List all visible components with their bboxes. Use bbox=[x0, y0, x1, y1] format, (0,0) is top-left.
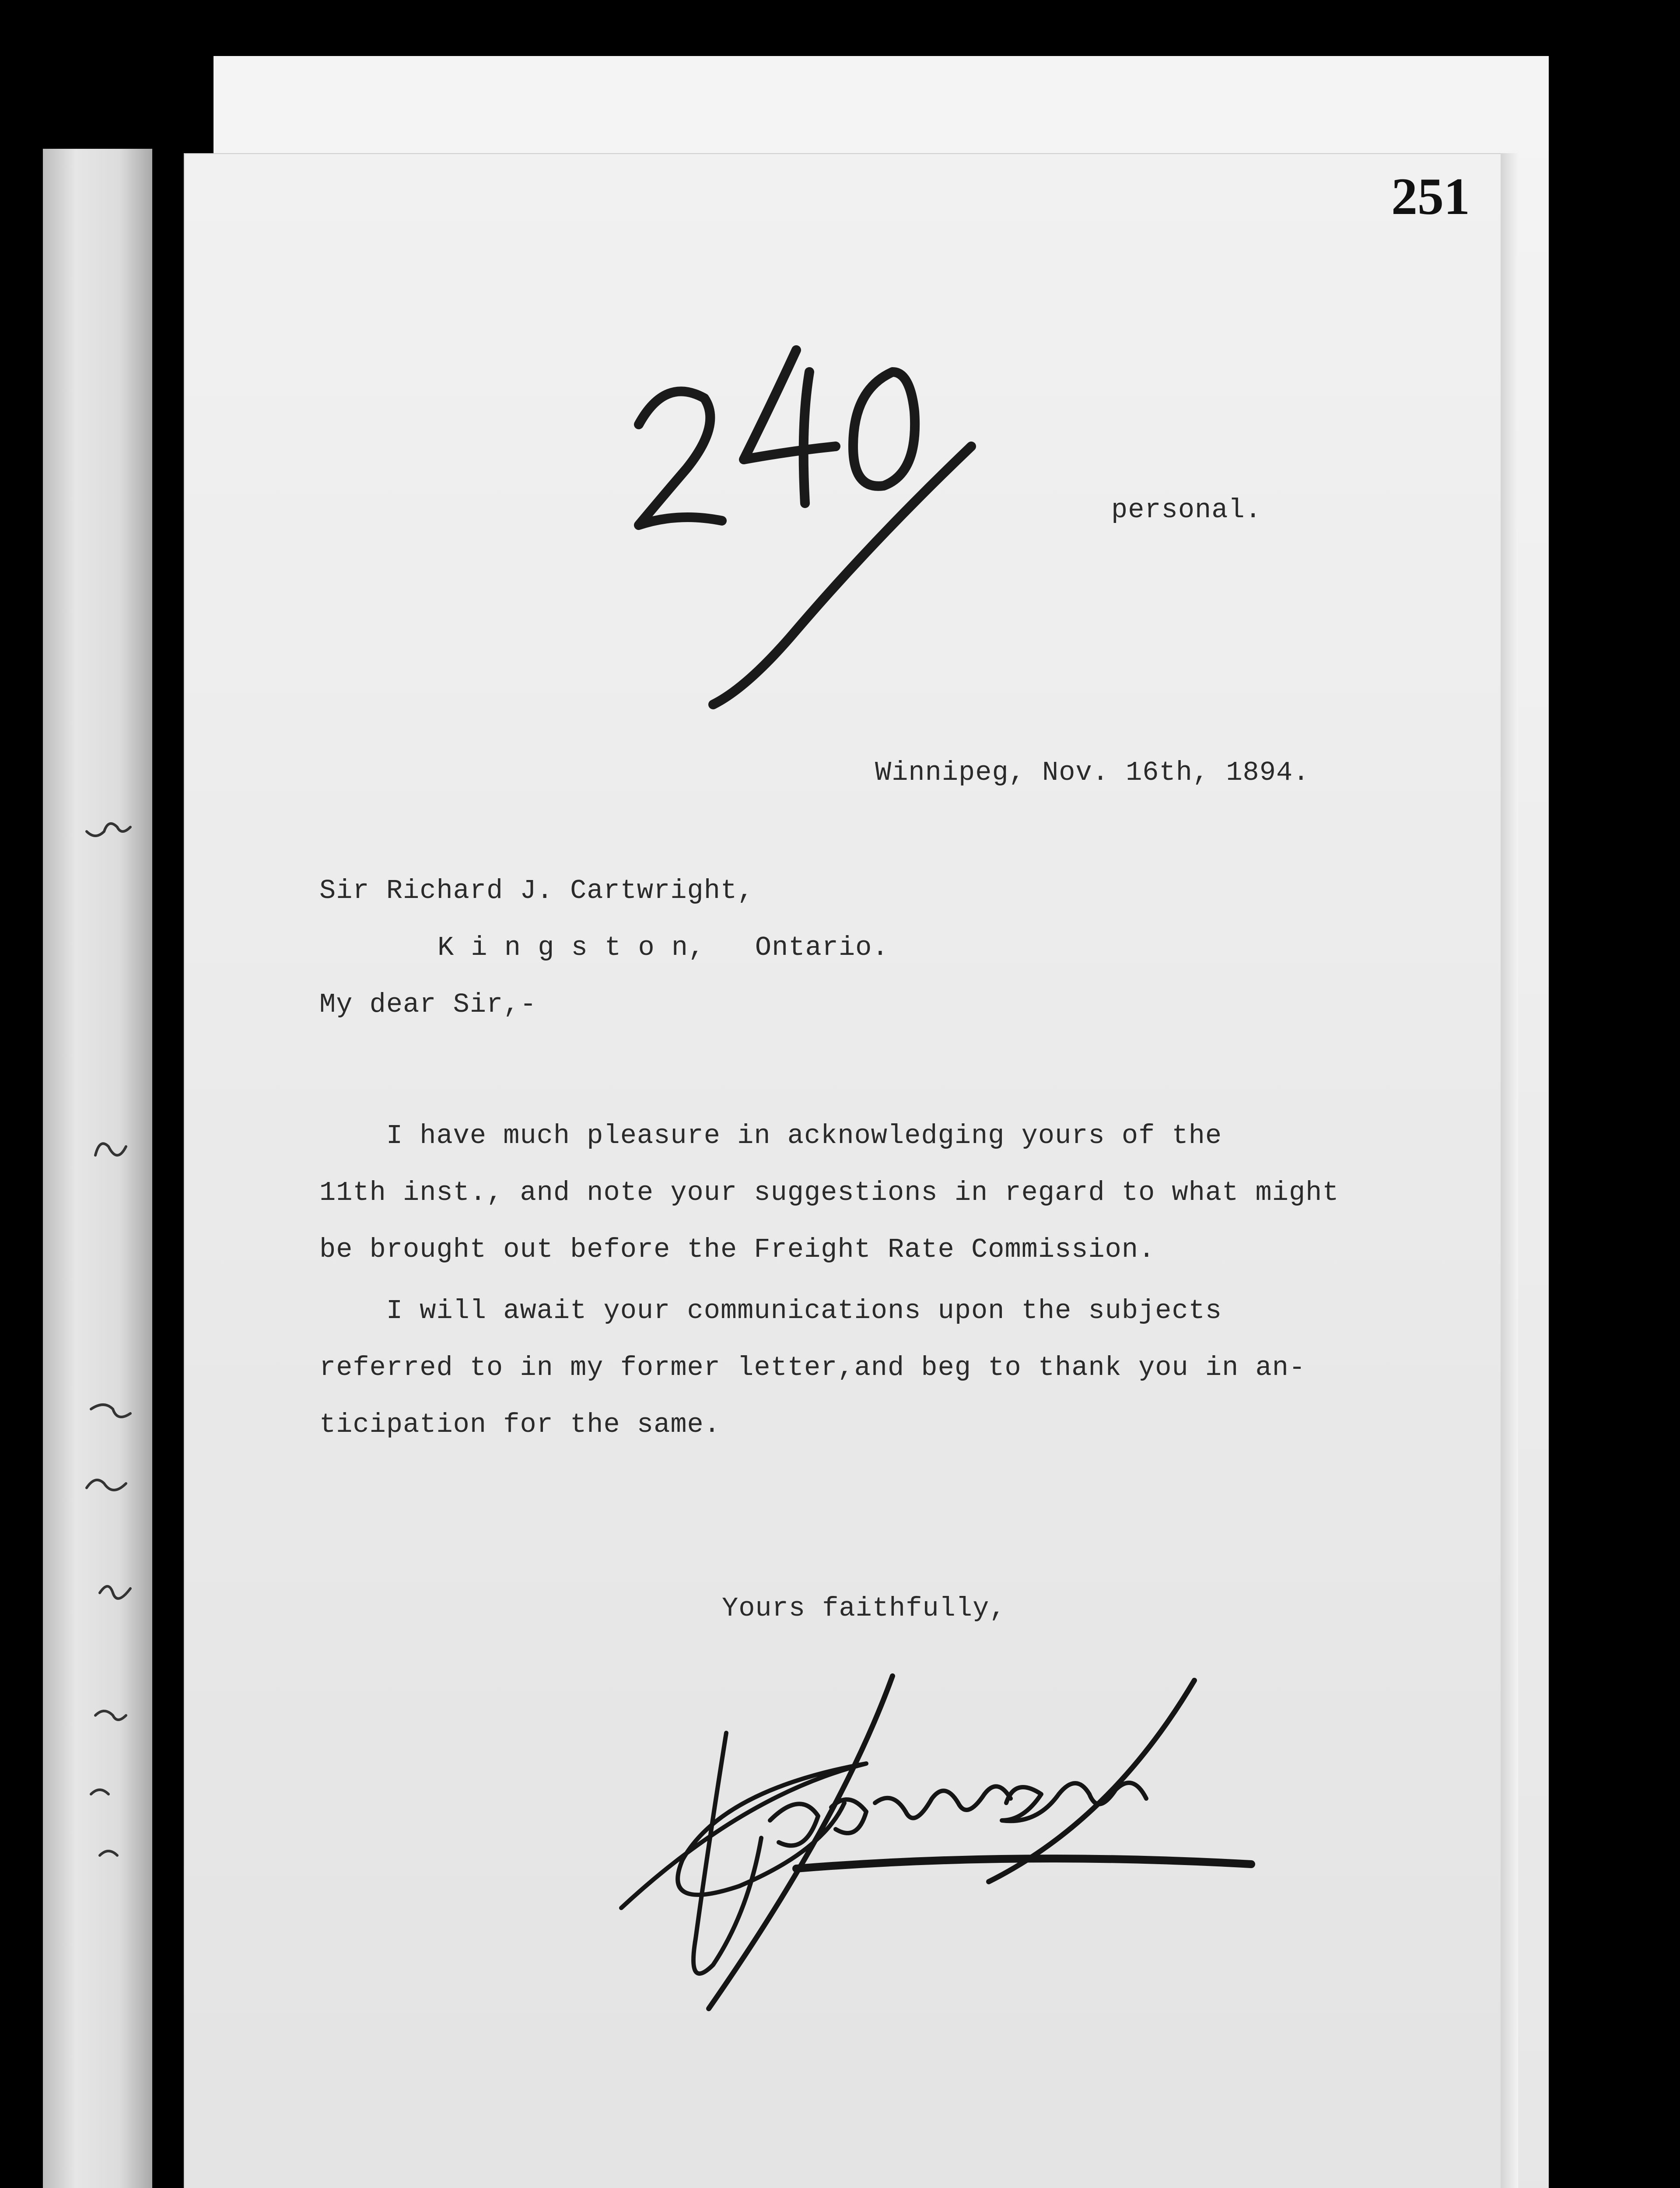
dateline: Winnipeg, Nov. 16th, 1894. bbox=[875, 757, 1310, 788]
body-line: be brought out before the Freight Rate Commission. bbox=[319, 1234, 1155, 1265]
body-line: I have much pleasure in acknowledging yours of the bbox=[319, 1120, 1222, 1151]
paper-edge bbox=[1501, 153, 1518, 2188]
body-line: ticipation for the same. bbox=[319, 1409, 721, 1440]
closing: Yours faithfully, bbox=[722, 1593, 1006, 1624]
body-line: referred to in my former letter,and beg to thank you in an- bbox=[319, 1352, 1306, 1383]
personal-marking: personal. bbox=[1111, 494, 1262, 526]
recipient-name: Sir Richard J. Cartwright, bbox=[319, 875, 754, 906]
salutation: My dear Sir,- bbox=[319, 989, 537, 1020]
page-number: 251 bbox=[1391, 167, 1470, 225]
signature bbox=[612, 1663, 1356, 2035]
body-line: 11th inst., and note your suggestions in regard to what might bbox=[319, 1177, 1339, 1208]
body-line: I will await your communications upon the subjects bbox=[319, 1295, 1222, 1326]
adjacent-page-handwriting bbox=[60, 149, 139, 2188]
adjacent-page-strip bbox=[43, 149, 152, 2188]
recipient-place: K i n g s t o n, Ontario. bbox=[438, 932, 889, 963]
handwritten-folio-number bbox=[612, 324, 1006, 718]
